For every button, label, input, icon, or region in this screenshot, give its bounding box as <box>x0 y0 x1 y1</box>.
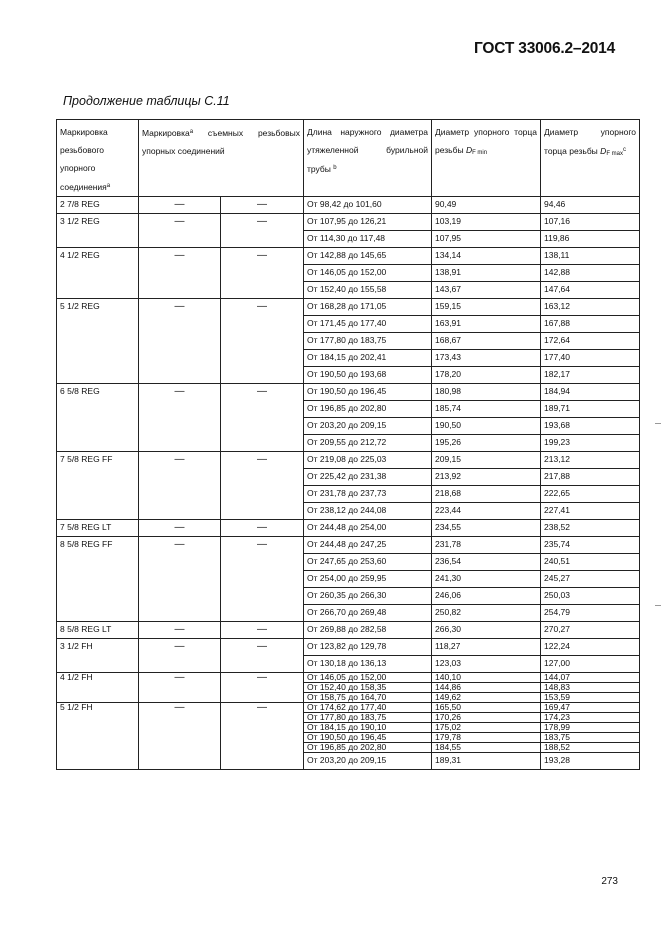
face-diameter-min-cell: 180,98 <box>432 384 541 401</box>
page-number: 273 <box>601 876 618 887</box>
face-diameter-max-cell: 250,03 <box>541 588 640 605</box>
removable-marking-dash <box>139 743 221 753</box>
removable-marking-dash: — <box>139 197 221 214</box>
table-row <box>57 520 640 537</box>
face-diameter-max-cell: 177,40 <box>541 350 640 367</box>
removable-marking-dash: — <box>221 214 304 231</box>
removable-marking-dash: — <box>221 248 304 265</box>
collar-length-cell: От 146,05 до 152,00 <box>304 265 432 282</box>
removable-marking-dash <box>139 588 221 605</box>
table-row <box>57 418 640 435</box>
face-diameter-max-cell: 235,74 <box>541 537 640 554</box>
table-row <box>57 282 640 299</box>
connection-marking-cell <box>57 571 139 588</box>
removable-marking-dash <box>139 401 221 418</box>
removable-marking-dash <box>139 282 221 299</box>
face-diameter-max-cell: 147,64 <box>541 282 640 299</box>
face-diameter-max-cell: 222,65 <box>541 486 640 503</box>
connection-marking-cell: 6 5/8 REG <box>57 384 139 401</box>
removable-marking-dash <box>139 333 221 350</box>
table-row <box>57 723 640 733</box>
table-row <box>57 605 640 622</box>
collar-length-cell: От 152,40 до 155,58 <box>304 282 432 299</box>
collar-length-cell: От 247,65 до 253,60 <box>304 554 432 571</box>
table-row <box>57 350 640 367</box>
removable-marking-dash <box>139 231 221 248</box>
face-diameter-min-cell: 234,55 <box>432 520 541 537</box>
removable-marking-dash <box>139 486 221 503</box>
removable-marking-dash: — <box>221 622 304 639</box>
face-diameter-min-cell: 236,54 <box>432 554 541 571</box>
table-row <box>57 673 640 683</box>
removable-marking-dash <box>221 401 304 418</box>
face-diameter-min-cell: 231,78 <box>432 537 541 554</box>
removable-marking-dash <box>139 367 221 384</box>
face-diameter-min-cell: 184,55 <box>432 743 541 753</box>
face-diameter-min-cell: 107,95 <box>432 231 541 248</box>
removable-marking-dash: — <box>221 639 304 656</box>
face-diameter-max-cell: 193,28 <box>541 753 640 770</box>
removable-marking-dash <box>221 316 304 333</box>
removable-marking-dash <box>221 723 304 733</box>
face-diameter-min-cell: 149,62 <box>432 693 541 703</box>
table-row <box>57 733 640 743</box>
table-row <box>57 683 640 693</box>
connection-marking-cell <box>57 588 139 605</box>
face-diameter-min-cell: 173,43 <box>432 350 541 367</box>
table-row <box>57 753 640 770</box>
collar-length-cell: От 123,82 до 129,78 <box>304 639 432 656</box>
table-body <box>57 197 640 770</box>
collar-length-cell: От 254,00 до 259,95 <box>304 571 432 588</box>
collar-length-cell: От 269,88 до 282,58 <box>304 622 432 639</box>
table-row <box>57 469 640 486</box>
removable-marking-dash <box>221 435 304 452</box>
face-diameter-min-cell: 138,91 <box>432 265 541 282</box>
collar-length-cell: От 209,55 до 212,72 <box>304 435 432 452</box>
collar-length-cell: От 238,12 до 244,08 <box>304 503 432 520</box>
face-diameter-min-cell: 168,67 <box>432 333 541 350</box>
connection-marking-cell <box>57 723 139 733</box>
removable-marking-dash <box>221 265 304 282</box>
removable-marking-dash <box>221 486 304 503</box>
header-face-diameter-min: Диаметр упорного торца резьбы $D_{F min}$ <box>432 120 541 197</box>
removable-marking-dash: — <box>139 248 221 265</box>
face-diameter-min-cell: 266,30 <box>432 622 541 639</box>
face-diameter-max-cell: 189,71 <box>541 401 640 418</box>
face-diameter-min-cell: 123,03 <box>432 656 541 673</box>
collar-length-cell: От 130,18 до 136,13 <box>304 656 432 673</box>
table-row <box>57 367 640 384</box>
removable-marking-dash <box>221 350 304 367</box>
removable-marking-dash <box>221 588 304 605</box>
connection-marking-cell <box>57 231 139 248</box>
face-diameter-min-cell: 246,06 <box>432 588 541 605</box>
removable-marking-dash <box>221 571 304 588</box>
collar-length-cell: От 98,42 до 101,60 <box>304 197 432 214</box>
face-diameter-min-cell: 185,74 <box>432 401 541 418</box>
removable-marking-dash: — <box>139 452 221 469</box>
removable-marking-dash <box>221 469 304 486</box>
thread-connection-table <box>56 119 640 770</box>
face-diameter-max-cell: 127,00 <box>541 656 640 673</box>
connection-marking-cell: 7 5/8 REG FF <box>57 452 139 469</box>
connection-marking-cell <box>57 486 139 503</box>
face-diameter-min-cell: 223,44 <box>432 503 541 520</box>
removable-marking-dash <box>139 435 221 452</box>
table-row <box>57 713 640 723</box>
face-diameter-max-cell: 178,99 <box>541 723 640 733</box>
removable-marking-dash <box>139 753 221 770</box>
removable-marking-dash: — <box>221 673 304 683</box>
connection-marking-cell <box>57 367 139 384</box>
table-row <box>57 265 640 282</box>
connection-marking-cell: 5 1/2 REG <box>57 299 139 316</box>
removable-marking-dash: — <box>139 673 221 683</box>
face-diameter-max-cell: 122,24 <box>541 639 640 656</box>
removable-marking-dash: — <box>221 299 304 316</box>
face-diameter-min-cell: 209,15 <box>432 452 541 469</box>
face-diameter-max-cell: 172,64 <box>541 333 640 350</box>
removable-marking-dash <box>139 554 221 571</box>
face-diameter-min-cell: 250,82 <box>432 605 541 622</box>
table-row <box>57 656 640 673</box>
face-diameter-max-cell: 107,16 <box>541 214 640 231</box>
connection-marking-cell: 4 1/2 REG <box>57 248 139 265</box>
face-diameter-min-cell: 140,10 <box>432 673 541 683</box>
collar-length-cell: От 168,28 до 171,05 <box>304 299 432 316</box>
table-row <box>57 588 640 605</box>
collar-length-cell: От 203,20 до 209,15 <box>304 753 432 770</box>
removable-marking-dash <box>139 571 221 588</box>
connection-marking-cell <box>57 435 139 452</box>
table-row <box>57 435 640 452</box>
connection-marking-cell <box>57 683 139 693</box>
face-diameter-min-cell: 241,30 <box>432 571 541 588</box>
connection-marking-cell <box>57 733 139 743</box>
collar-length-cell: От 171,45 до 177,40 <box>304 316 432 333</box>
table-row <box>57 743 640 753</box>
face-diameter-max-cell: 270,27 <box>541 622 640 639</box>
collar-length-cell: От 219,08 до 225,03 <box>304 452 432 469</box>
removable-marking-dash <box>221 656 304 673</box>
face-diameter-max-cell: 167,88 <box>541 316 640 333</box>
table-header-row <box>57 120 640 197</box>
face-diameter-min-cell: 143,67 <box>432 282 541 299</box>
collar-length-cell: От 266,70 до 269,48 <box>304 605 432 622</box>
table-row <box>57 452 640 469</box>
collar-length-cell: От 177,80 до 183,75 <box>304 333 432 350</box>
face-diameter-max-cell: 254,79 <box>541 605 640 622</box>
face-diameter-max-cell: 94,46 <box>541 197 640 214</box>
collar-length-cell: От 184,15 до 202,41 <box>304 350 432 367</box>
removable-marking-dash: — <box>139 214 221 231</box>
collar-length-cell: От 114,30 до 117,48 <box>304 231 432 248</box>
face-diameter-max-cell: 240,51 <box>541 554 640 571</box>
connection-marking-cell <box>57 753 139 770</box>
face-diameter-min-cell: 165,50 <box>432 703 541 713</box>
face-diameter-min-cell: 134,14 <box>432 248 541 265</box>
face-diameter-max-cell: 183,75 <box>541 733 640 743</box>
collar-length-cell: От 152,40 до 158,35 <box>304 683 432 693</box>
removable-marking-dash <box>221 418 304 435</box>
connection-marking-cell <box>57 693 139 703</box>
face-diameter-max-cell: 245,27 <box>541 571 640 588</box>
connection-marking-cell <box>57 743 139 753</box>
header-removable-marking: Маркировка$^a$ съемных резьбовых упорных соединений <box>139 120 304 197</box>
table-row <box>57 384 640 401</box>
connection-marking-cell <box>57 469 139 486</box>
removable-marking-dash <box>139 683 221 693</box>
connection-marking-cell <box>57 418 139 435</box>
removable-marking-dash <box>139 316 221 333</box>
removable-marking-dash <box>139 469 221 486</box>
table-row <box>57 316 640 333</box>
collar-length-cell: От 174,62 до 177,40 <box>304 703 432 713</box>
connection-marking-cell <box>57 605 139 622</box>
face-diameter-min-cell: 190,50 <box>432 418 541 435</box>
connection-marking-cell: 3 1/2 REG <box>57 214 139 231</box>
face-diameter-max-cell: 163,12 <box>541 299 640 316</box>
collar-length-cell: От 158,75 до 164,70 <box>304 693 432 703</box>
removable-marking-dash <box>139 656 221 673</box>
removable-marking-dash <box>221 753 304 770</box>
face-diameter-max-cell: 144,07 <box>541 673 640 683</box>
face-diameter-min-cell: 163,91 <box>432 316 541 333</box>
document-standard-number: ГОСТ 33006.2–2014 <box>474 40 615 57</box>
collar-length-cell: От 260,35 до 266,30 <box>304 588 432 605</box>
connection-marking-cell <box>57 333 139 350</box>
face-diameter-min-cell: 213,92 <box>432 469 541 486</box>
table-row <box>57 571 640 588</box>
margin-tick <box>655 605 661 606</box>
connection-marking-cell <box>57 316 139 333</box>
connection-marking-cell <box>57 265 139 282</box>
connection-marking-cell: 4 1/2 FH <box>57 673 139 683</box>
collar-length-cell: От 231,78 до 237,73 <box>304 486 432 503</box>
table-row <box>57 503 640 520</box>
face-diameter-min-cell: 103,19 <box>432 214 541 231</box>
collar-length-cell: От 184,15 до 190,10 <box>304 723 432 733</box>
removable-marking-dash: — <box>221 384 304 401</box>
face-diameter-max-cell: 142,88 <box>541 265 640 282</box>
table-row <box>57 248 640 265</box>
removable-marking-dash <box>221 733 304 743</box>
face-diameter-max-cell: 217,88 <box>541 469 640 486</box>
removable-marking-dash <box>221 605 304 622</box>
face-diameter-max-cell: 153,59 <box>541 693 640 703</box>
table-row <box>57 214 640 231</box>
removable-marking-dash <box>139 693 221 703</box>
connection-marking-cell <box>57 713 139 723</box>
collar-length-cell: От 190,50 до 193,68 <box>304 367 432 384</box>
removable-marking-dash: — <box>139 622 221 639</box>
table-caption: Продолжение таблицы С.11 <box>63 94 230 108</box>
face-diameter-max-cell: 182,17 <box>541 367 640 384</box>
removable-marking-dash: — <box>139 384 221 401</box>
face-diameter-max-cell: 199,23 <box>541 435 640 452</box>
face-diameter-max-cell: 193,68 <box>541 418 640 435</box>
collar-length-cell: От 107,95 до 126,21 <box>304 214 432 231</box>
removable-marking-dash <box>221 282 304 299</box>
removable-marking-dash <box>139 350 221 367</box>
removable-marking-dash: — <box>221 452 304 469</box>
removable-marking-dash <box>221 743 304 753</box>
connection-marking-cell: 3 1/2 FH <box>57 639 139 656</box>
collar-length-cell: От 196,85 до 202,80 <box>304 401 432 418</box>
table-row <box>57 554 640 571</box>
removable-marking-dash <box>139 503 221 520</box>
connection-marking-cell: 2 7/8 REG <box>57 197 139 214</box>
removable-marking-dash: — <box>139 703 221 713</box>
removable-marking-dash <box>221 231 304 248</box>
face-diameter-max-cell: 119,86 <box>541 231 640 248</box>
table-row <box>57 693 640 703</box>
removable-marking-dash: — <box>139 299 221 316</box>
table-row <box>57 703 640 713</box>
connection-marking-cell: 5 1/2 FH <box>57 703 139 713</box>
removable-marking-dash: — <box>221 197 304 214</box>
face-diameter-max-cell: 213,12 <box>541 452 640 469</box>
removable-marking-dash <box>139 733 221 743</box>
removable-marking-dash: — <box>139 537 221 554</box>
connection-marking-cell <box>57 554 139 571</box>
face-diameter-min-cell: 189,31 <box>432 753 541 770</box>
face-diameter-max-cell: 184,94 <box>541 384 640 401</box>
table-row <box>57 639 640 656</box>
connection-marking-cell: 8 5/8 REG FF <box>57 537 139 554</box>
table-row <box>57 486 640 503</box>
face-diameter-min-cell: 218,68 <box>432 486 541 503</box>
connection-marking-cell <box>57 656 139 673</box>
header-face-diameter-max: Диаметр упорного торца резьбы $D_{F max}^c$ <box>541 120 640 197</box>
connection-marking-cell <box>57 282 139 299</box>
removable-marking-dash: — <box>221 537 304 554</box>
collar-length-cell: От 146,05 до 152,00 <box>304 673 432 683</box>
removable-marking-dash <box>139 418 221 435</box>
removable-marking-dash <box>221 367 304 384</box>
collar-length-cell: От 225,42 до 231,38 <box>304 469 432 486</box>
table-row <box>57 299 640 316</box>
collar-length-cell: От 142,88 до 145,65 <box>304 248 432 265</box>
face-diameter-max-cell: 238,52 <box>541 520 640 537</box>
table-row <box>57 231 640 248</box>
removable-marking-dash <box>221 554 304 571</box>
removable-marking-dash: — <box>221 520 304 537</box>
removable-marking-dash <box>139 723 221 733</box>
removable-marking-dash <box>221 503 304 520</box>
collar-length-cell: От 190,50 до 196,45 <box>304 733 432 743</box>
collar-length-cell: От 244,48 до 254,00 <box>304 520 432 537</box>
removable-marking-dash: — <box>221 703 304 713</box>
removable-marking-dash <box>221 693 304 703</box>
face-diameter-min-cell: 144,86 <box>432 683 541 693</box>
face-diameter-max-cell: 148,83 <box>541 683 640 693</box>
table-row <box>57 401 640 418</box>
connection-marking-cell: 8 5/8 REG LT <box>57 622 139 639</box>
face-diameter-min-cell: 90,49 <box>432 197 541 214</box>
connection-marking-cell <box>57 401 139 418</box>
face-diameter-max-cell: 169,47 <box>541 703 640 713</box>
removable-marking-dash <box>221 333 304 350</box>
collar-length-cell: От 190,50 до 196,45 <box>304 384 432 401</box>
face-diameter-max-cell: 227,41 <box>541 503 640 520</box>
face-diameter-max-cell: 174,23 <box>541 713 640 723</box>
collar-length-cell: От 196,85 до 202,80 <box>304 743 432 753</box>
removable-marking-dash: — <box>139 639 221 656</box>
face-diameter-min-cell: 118,27 <box>432 639 541 656</box>
table-row <box>57 197 640 214</box>
table-row <box>57 622 640 639</box>
face-diameter-min-cell: 170,26 <box>432 713 541 723</box>
face-diameter-min-cell: 195,26 <box>432 435 541 452</box>
face-diameter-min-cell: 179,78 <box>432 733 541 743</box>
face-diameter-min-cell: 159,15 <box>432 299 541 316</box>
connection-marking-cell <box>57 350 139 367</box>
face-diameter-min-cell: 178,20 <box>432 367 541 384</box>
table-row <box>57 333 640 350</box>
face-diameter-max-cell: 138,11 <box>541 248 640 265</box>
table-row <box>57 537 640 554</box>
header-collar-length: Длина наружного диаметра утяжеленной бурильной трубы $^b$ <box>304 120 432 197</box>
removable-marking-dash <box>139 713 221 723</box>
removable-marking-dash <box>139 605 221 622</box>
margin-tick <box>655 423 661 424</box>
removable-marking-dash <box>221 683 304 693</box>
connection-marking-cell: 7 5/8 REG LT <box>57 520 139 537</box>
collar-length-cell: От 177,80 до 183,75 <box>304 713 432 723</box>
removable-marking-dash <box>221 713 304 723</box>
removable-marking-dash: — <box>139 520 221 537</box>
removable-marking-dash <box>139 265 221 282</box>
face-diameter-max-cell: 188,52 <box>541 743 640 753</box>
face-diameter-min-cell: 175,02 <box>432 723 541 733</box>
header-connection-marking: Маркировка резьбового упорного соединения$^a$ <box>57 120 139 197</box>
collar-length-cell: От 244,48 до 247,25 <box>304 537 432 554</box>
connection-marking-cell <box>57 503 139 520</box>
collar-length-cell: От 203,20 до 209,15 <box>304 418 432 435</box>
